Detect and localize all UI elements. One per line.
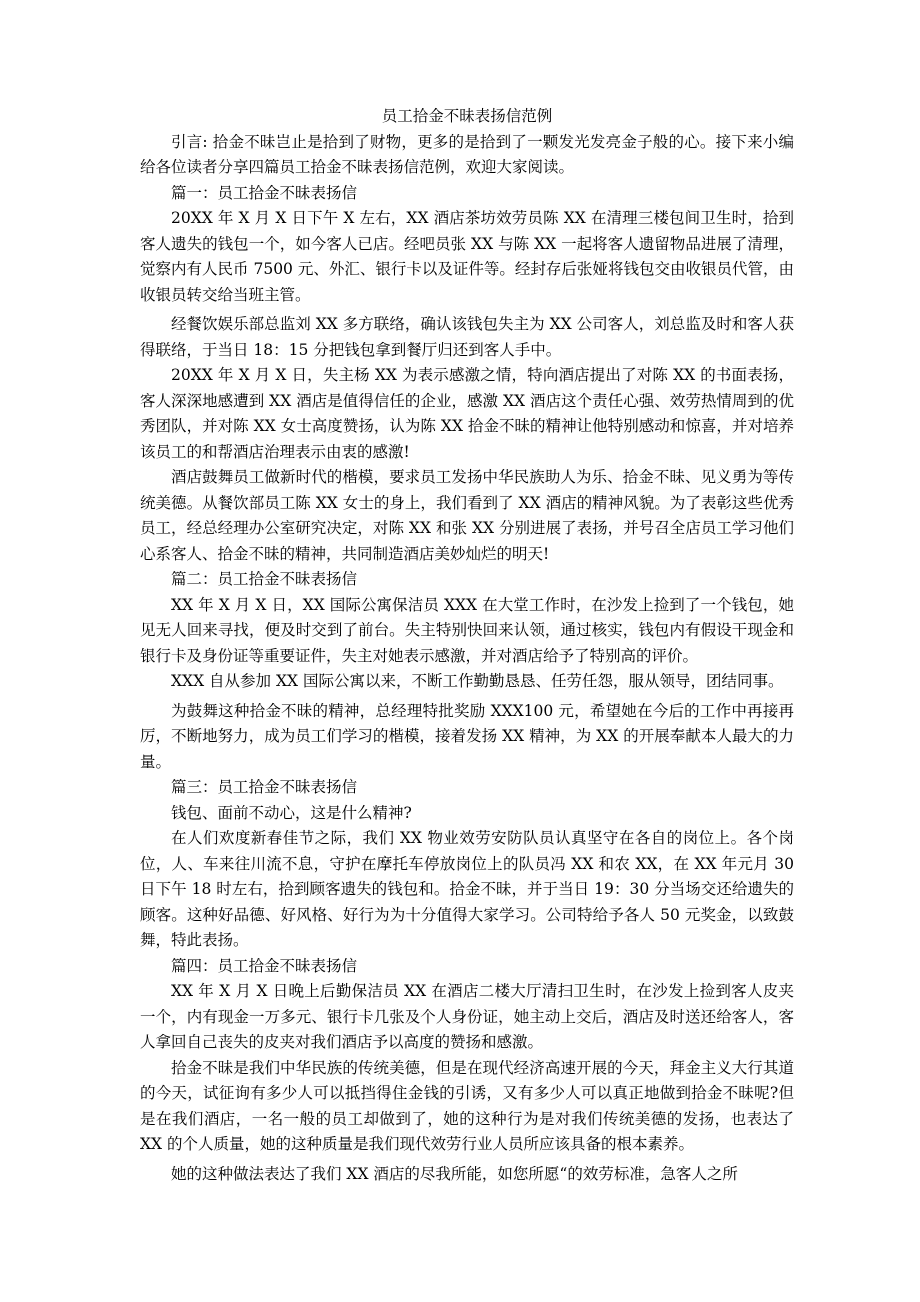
body-paragraph: 20XX 年 X 月 X 日，失主杨 XX 为表示感激之情，特向酒店提出了对陈 XX 的书面表扬，客人深深地感遭到 XX 酒店是值得信任的企业，感激 XX 酒店这个责任心强、效劳热情周到的优秀团队，并对陈 XX 女士高度赞扬，认为陈 XX 拾金不昧的精神让他特别感动和惊喜，并对培养该员工的和帮酒店治理表示由衷的感激! — [140, 366, 794, 461]
section-heading-4: 篇四：员工拾金不昧表扬信 — [171, 956, 358, 975]
section-heading-3: 篇三：员工拾金不昧表扬信 — [171, 778, 358, 796]
body-paragraph: 在人们欢度新春佳节之际，我们 XX 物业效劳安防队员认真坚守在各自的岗位上。各个岗位，人、车来往川流不息，守护在摩托车停放岗位上的队员冯 XX 和农 XX，在 XX 年元月 30 日下午 18 时左右，拾到顾客遗失的钱包和。拾金不昧，并于当日 19：30 分当场交还给遗失的顾客。这种好品德、好风格、好行为为十分值得大家学习。公司特给予各人 50 元奖金，以致鼓舞，特此表扬。 — [140, 829, 794, 949]
body-paragraph: 拾金不昧是我们中华民族的传统美德，但是在现代经济高速开展的今天，拜金主义大行其道的今天，试征询有多少人可以抵挡得住金钱的引诱，又有多少人可以真正地做到拾金不昧呢?但是在我们酒店，一名一般的员工却做到了，她的这种行为是对我们传统美德的发扬，也表达了 XX 的个人质量，她的这种质量是我们现代效劳行业人员所应该具备的根本素养。 — [140, 1058, 794, 1153]
body-paragraph: 酒店鼓舞员工做新时代的楷模，要求员工发扬中华民族助人为乐、拾金不昧、见义勇为等传统美德。从餐饮部员工陈 XX 女士的身上，我们看到了 XX 酒店的精神风貌。为了表彰这些优秀员工，经总经理办公室研究决定，对陈 XX 和张 XX 分别进展了表扬，并号召全店员工学习他们心系客人、拾金不昧的精神，共同制造酒店美妙灿烂的明天! — [140, 468, 794, 563]
body-paragraph: XX 年 X 月 X 日，XX 国际公寓保洁员 XXX 在大堂工作时，在沙发上捡到了一个钱包，她见无人回来寻找，便及时交到了前台。失主特别快回来认领，通过核实，钱包内有假设干现金和银行卡及身份证等重要证件，失主对她表示感激，并对酒店给予了特别高的评价。 — [140, 595, 794, 665]
body-paragraph: 她的这种做法表达了我们 XX 酒店的尽我所能，如您所愿“的效劳标准，急客人之所 — [171, 1164, 738, 1183]
section-heading-2: 篇二：员工拾金不昧表扬信 — [171, 570, 358, 588]
section-heading-1: 篇一：员工拾金不昧表扬信 — [171, 183, 358, 202]
document-page — [140, 104, 794, 1187]
body-paragraph: XXX 自从参加 XX 国际公寓以来，不断工作勤勤恳恳、任劳任怨，服从领导，团结同事。 — [171, 672, 784, 690]
body-paragraph: 20XX 年 X 月 X 日下午 X 左右，XX 酒店茶坊效劳员陈 XX 在清理三楼包间卫生时，拾到客人遗失的钱包一个，如今客人已店。经吧员张 XX 与陈 XX 一起将客人遗留物品进展了清理，觉察内有人民币 7500 元、外汇、银行卡以及证件等。经封存后张娅将钱包交由收银员代管，由收银员转交给当班主管。 — [140, 209, 794, 304]
intro-paragraph: 引言: 拾金不昧岂止是拾到了财物，更多的是拾到了一颗发光发亮金子般的心。接下来小编给各位读者分享四篇员工拾金不昧表扬信范例，欢迎大家阅读。 — [140, 132, 794, 176]
body-paragraph: 钱包、面前不动心，这是什么精神? — [171, 803, 412, 822]
body-paragraph: XX 年 X 月 X 日晚上后勤保洁员 XX 在酒店二楼大厅清扫卫生时，在沙发上捡到客人皮夹一个，内有现金一万多元、银行卡几张及个人身份证，她主动上交后，酒店及时送还给客人，客人拿回自己丧失的皮夹对我们酒店予以高度的赞扬和感激。 — [140, 982, 794, 1051]
body-paragraph: 经餐饮娱乐部总监刘 XX 多方联络，确认该钱包失主为 XX 公司客人，刘总监及时和客人获得联络，于当日 18：15 分把钱包拿到餐厅归还到客人手中。 — [140, 315, 794, 359]
document-title: 员工拾金不昧表扬信范例 — [381, 107, 553, 125]
body-paragraph: 为鼓舞这种拾金不昧的精神，总经理特批奖励 XXX100 元，希望她在今后的工作中再接再厉，不断地努力，成为员工们学习的楷模，接着发扬 XX 精神，为 XX 的开展奉献本人最大的力量。 — [140, 701, 794, 771]
